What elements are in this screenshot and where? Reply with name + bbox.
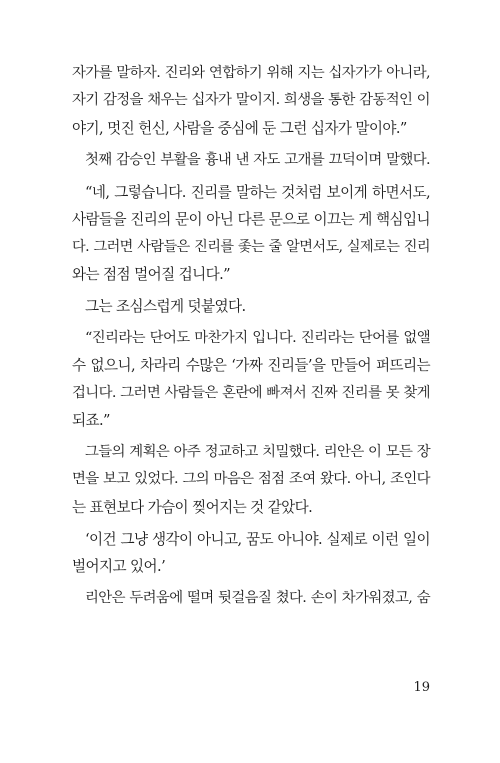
text-line: 다. 그러면 사람들은 진리를 좇는 줄 알면서도, 실제로는 진리 bbox=[72, 238, 430, 255]
text-line: 사람들을 진리의 문이 아닌 다른 문으로 이끄는 게 핵심입니 bbox=[72, 211, 430, 229]
text-line: 첫째 감승인 부활을 흉내 낸 자도 고개를 끄덕이며 말했다. bbox=[85, 151, 430, 168]
text-line: 야기, 멋진 헌신, 사람을 중심에 둔 그런 십자가 말이야.” bbox=[72, 119, 407, 137]
text-line: 벌어지고 있어.’ bbox=[72, 558, 166, 576]
text-line: 와는 점점 멀어질 겁니다.” bbox=[72, 265, 230, 283]
text-line: 그들의 계획은 아주 정교하고 치밀했다. 리안은 이 모든 장 bbox=[85, 444, 430, 461]
text-line: 그는 조심스럽게 덧붙였다. bbox=[85, 297, 246, 315]
text-line: 되죠.” bbox=[72, 412, 110, 430]
text-line: “진리라는 단어도 마찬가지 입니다. 진리라는 단어를 없앨 bbox=[85, 329, 430, 346]
text-line: 는 표현보다 가슴이 찢어지는 것 같았다. bbox=[72, 498, 313, 516]
text-line: 자기 감정을 채우는 십자가 말이지. 희생을 통한 감동적인 이 bbox=[72, 92, 430, 109]
text-line: “네, 그렇습니다. 진리를 말하는 것처럼 보이게 하면서도, bbox=[85, 183, 430, 201]
text-line: ‘이건 그냥 생각이 아니고, 꿈도 아니야. 실제로 이런 일이 bbox=[85, 530, 430, 548]
text-line: 리안은 두려움에 떨며 뒷걸음질 쳤다. 손이 차가워졌고, 숨 bbox=[85, 590, 430, 607]
text-line: 자가를 말하자. 진리와 연합하기 위해 지는 십자가가 아니라, bbox=[72, 65, 430, 81]
page-number: 19 bbox=[413, 680, 430, 695]
text-line: 수 없으니, 차라리 수많은 ‘가짜 진리들’을 만들어 퍼뜨리는 bbox=[72, 357, 430, 375]
body-text bbox=[72, 60, 430, 613]
text-line: 겁니다. 그러면 사람들은 혼란에 빠져서 진짜 진리를 못 찾게 bbox=[72, 384, 430, 401]
text-line: 면을 보고 있었다. 그의 마음은 점점 조여 왔다. 아니, 조인다 bbox=[72, 471, 430, 488]
